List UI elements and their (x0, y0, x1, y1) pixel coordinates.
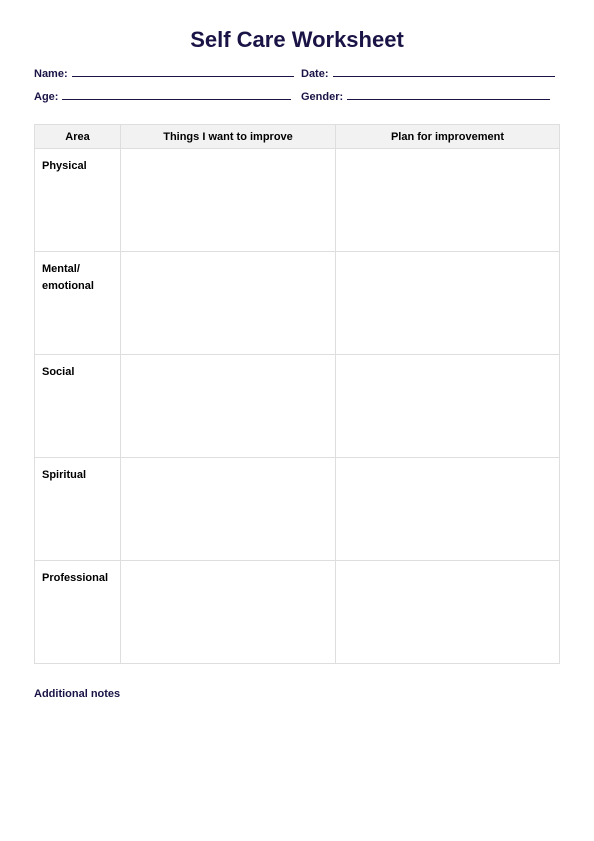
plan-cell[interactable] (336, 149, 560, 252)
name-field[interactable] (34, 66, 294, 81)
age-line[interactable] (62, 89, 291, 100)
name-label: Name: (34, 68, 68, 80)
area-cell: Social (35, 355, 121, 458)
worksheet-title: Self Care Worksheet (190, 27, 404, 52)
plan-cell[interactable] (336, 561, 560, 664)
improve-cell[interactable] (121, 355, 336, 458)
gender-line[interactable] (347, 89, 550, 100)
age-label: Age: (34, 91, 59, 103)
date-line[interactable] (333, 66, 555, 77)
date-field[interactable] (301, 66, 555, 81)
date-label: Date: (301, 68, 329, 80)
table-row (35, 252, 560, 355)
table-header-row (35, 125, 560, 149)
table-row (35, 355, 560, 458)
plan-cell[interactable] (336, 458, 560, 561)
age-field[interactable] (34, 89, 291, 104)
improve-cell[interactable] (121, 561, 336, 664)
self-care-table (34, 124, 560, 664)
area-cell: Mental/ emotional (35, 252, 121, 355)
header-area: Area (35, 125, 121, 149)
gender-label: Gender: (301, 91, 344, 103)
area-cell: Professional (35, 561, 121, 664)
plan-cell[interactable] (336, 355, 560, 458)
area-cell: Spiritual (35, 458, 121, 561)
table-row (35, 149, 560, 252)
improve-cell[interactable] (121, 252, 336, 355)
improve-cell[interactable] (121, 149, 336, 252)
gender-field[interactable] (301, 89, 550, 104)
table-row (35, 458, 560, 561)
name-line[interactable] (72, 66, 294, 77)
improve-cell[interactable] (121, 458, 336, 561)
header-things-to-improve: Things I want to improve (121, 125, 336, 149)
area-cell: Physical (35, 149, 121, 252)
plan-cell[interactable] (336, 252, 560, 355)
header-plan: Plan for improvement (336, 125, 560, 149)
additional-notes-label: Additional notes (34, 688, 121, 700)
table-row (35, 561, 560, 664)
